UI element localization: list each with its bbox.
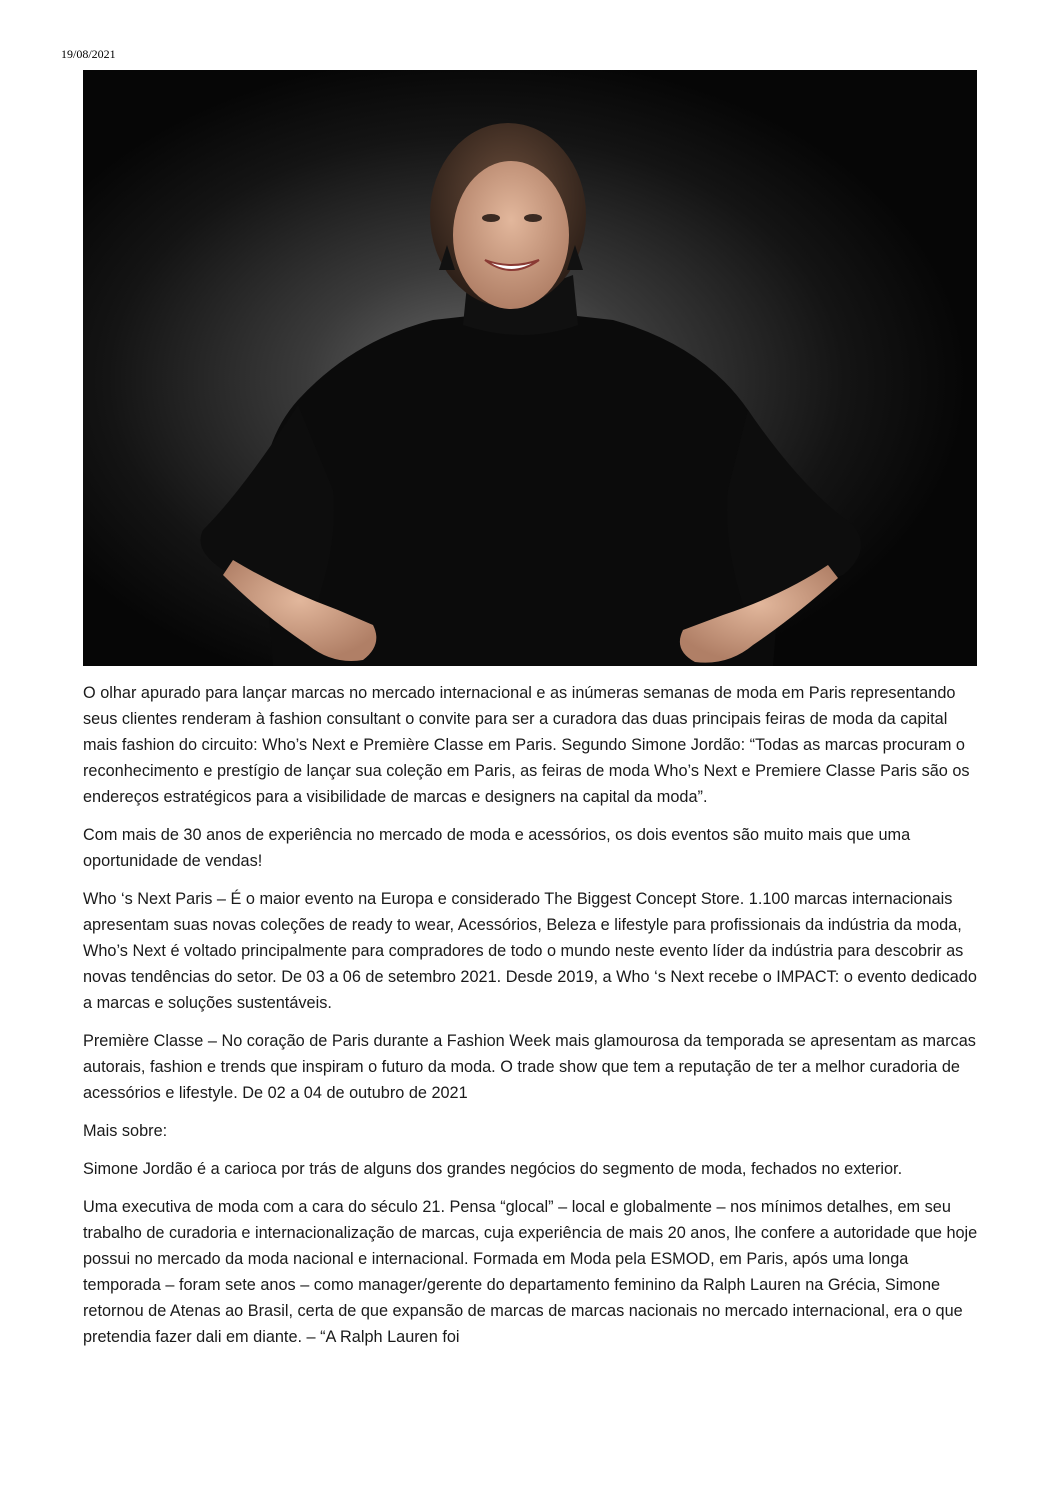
article-body bbox=[83, 680, 983, 1362]
article-paragraph: Who ‘s Next Paris – É o maior evento na Europa e considerado The Biggest Concept Store. 1.100 marcas internacionais apresentam suas novas coleções de ready to wear, Acessórios, Beleza e lifestyle para profissionais da indústria da moda, Who’s Next é voltado principalmente para compradores de todo o mundo neste evento líder da indústria para descobrir as novas tendências do setor. De 03 a 06 de setembro 2021. Desde 2019, a Who ‘s Next recebe o IMPACT: o evento dedicado a marcas e soluções sustentáveis. bbox=[83, 890, 977, 1012]
portrait-photo-icon bbox=[83, 70, 977, 666]
article-paragraph: Première Classe – No coração de Paris durante a Fashion Week mais glamourosa da temporada se apresentam as marcas autorais, fashion e trends que inspiram o futuro da moda. O trade show que tem a reputação de ter a melhor curadoria de acessórios e lifestyle. De 02 a 04 de outubro de 2021 bbox=[83, 1032, 976, 1102]
portrait-photo bbox=[83, 70, 977, 666]
article-paragraph: Simone Jordão é a carioca por trás de alguns dos grandes negócios do segmento de moda, fechados no exterior. bbox=[83, 1160, 903, 1178]
article-paragraph: O olhar apurado para lançar marcas no mercado internacional e as inúmeras semanas de moda em Paris representando seus clientes renderam à fashion consultant o convite para ser a curadora das duas principais feiras de moda da capital mais fashion do circuito: Who’s Next e Première Classe em Paris. Segundo Simone Jordão: “Todas as marcas procuram o reconhecimento e prestígio de lançar sua coleção em Paris, as feiras de moda Who’s Next e Premiere Classe Paris são os endereços estratégicos para a visibilidade de marcas e designers na capital da moda”. bbox=[83, 684, 970, 806]
article-paragraph: Mais sobre: bbox=[83, 1122, 168, 1140]
article-paragraph: Com mais de 30 anos de experiência no mercado de moda e acessórios, os dois eventos são muito mais que uma oportunidade de vendas! bbox=[83, 826, 911, 870]
article-paragraph: Uma executiva de moda com a cara do século 21. Pensa “glocal” – local e globalmente – nos mínimos detalhes, em seu trabalho de curadoria e internacionalização de marcas, cuja experiência de mais 20 anos, lhe confere a autoridade que hoje possui no mercado da moda nacional e internacional. Formada em Moda pela ESMOD, em Paris, após uma longa temporada – foram sete anos – como manager/gerente do departamento feminino da Ralph Lauren na Grécia, Simone retornou de Atenas ao Brasil, certa de que expansão de marcas de marcas nacionais no mercado internacional, era o que pretendia fazer dali em diante. – “A Ralph Lauren foi bbox=[83, 1198, 978, 1346]
print-date: 19/08/2021 bbox=[61, 47, 116, 61]
